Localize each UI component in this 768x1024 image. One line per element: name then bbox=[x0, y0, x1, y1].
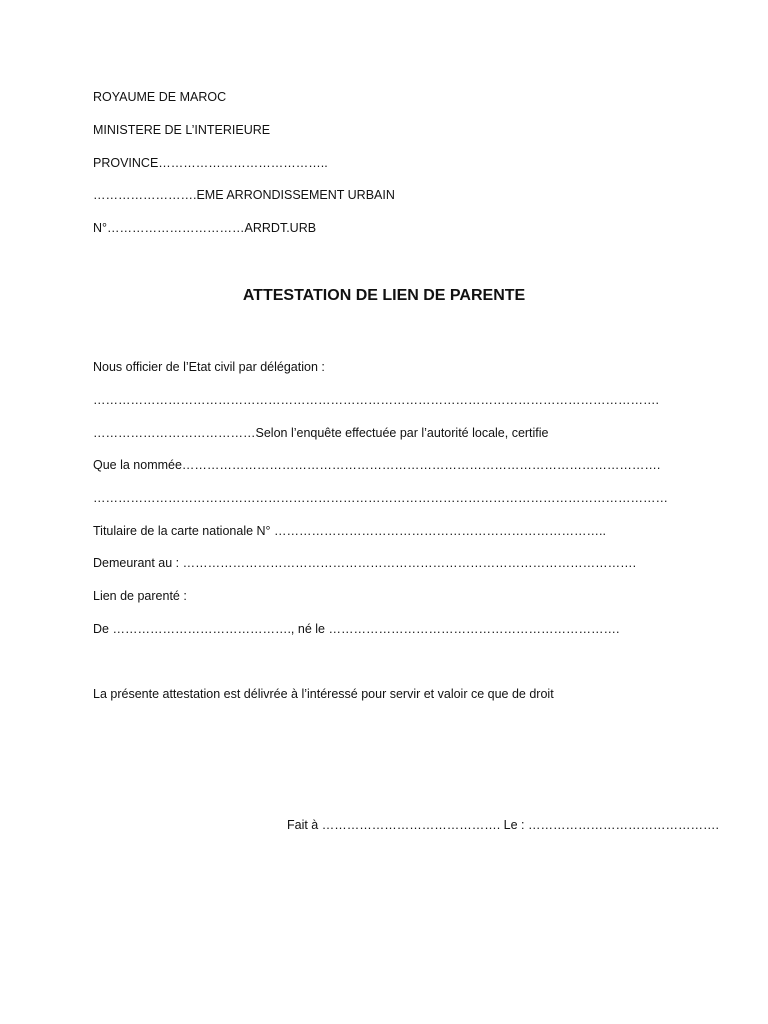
signature-line: Fait à ……………………………………. Le : ………………………………………. bbox=[287, 818, 719, 832]
birth-line: De ……………………………………., né le ……………………………………………………………. bbox=[93, 622, 620, 636]
ministry-line: MINISTERE DE L’INTERIEURE bbox=[93, 123, 271, 137]
arrondissement-line: …………………….EME ARRONDISSEMENT URBAIN bbox=[93, 188, 395, 202]
kingdom-line: ROYAUME DE MAROC bbox=[93, 90, 227, 104]
id-card-line: Titulaire de la carte nationale N° …………………………………………………………………….. bbox=[93, 524, 606, 538]
dotted-line-2: ………………………………………………………………………………………………………………………… bbox=[93, 491, 668, 505]
named-person-line: Que la nommée……………………………………………………………………………………………………. bbox=[93, 458, 661, 472]
closing-statement: La présente attestation est délivrée à l’intéressé pour servir et valoir ce que de droit bbox=[93, 687, 554, 701]
inquiry-line: …………………………………Selon l’enquête effectuée par l’autorité locale, certifie bbox=[93, 426, 549, 440]
residence-line: Demeurant au : ………………………………………………………………………………………………. bbox=[93, 556, 637, 570]
dotted-line-1: ………………………………………………………………………………………………………………………. bbox=[93, 393, 659, 407]
province-line: PROVINCE………………………………….. bbox=[93, 156, 328, 170]
relationship-line: Lien de parenté : bbox=[93, 589, 187, 603]
document-title: ATTESTATION DE LIEN DE PARENTE bbox=[242, 287, 526, 304]
officer-line: Nous officier de l’Etat civil par délégation : bbox=[93, 360, 325, 374]
number-line: N°……………………………ARRDT.URB bbox=[93, 221, 317, 235]
